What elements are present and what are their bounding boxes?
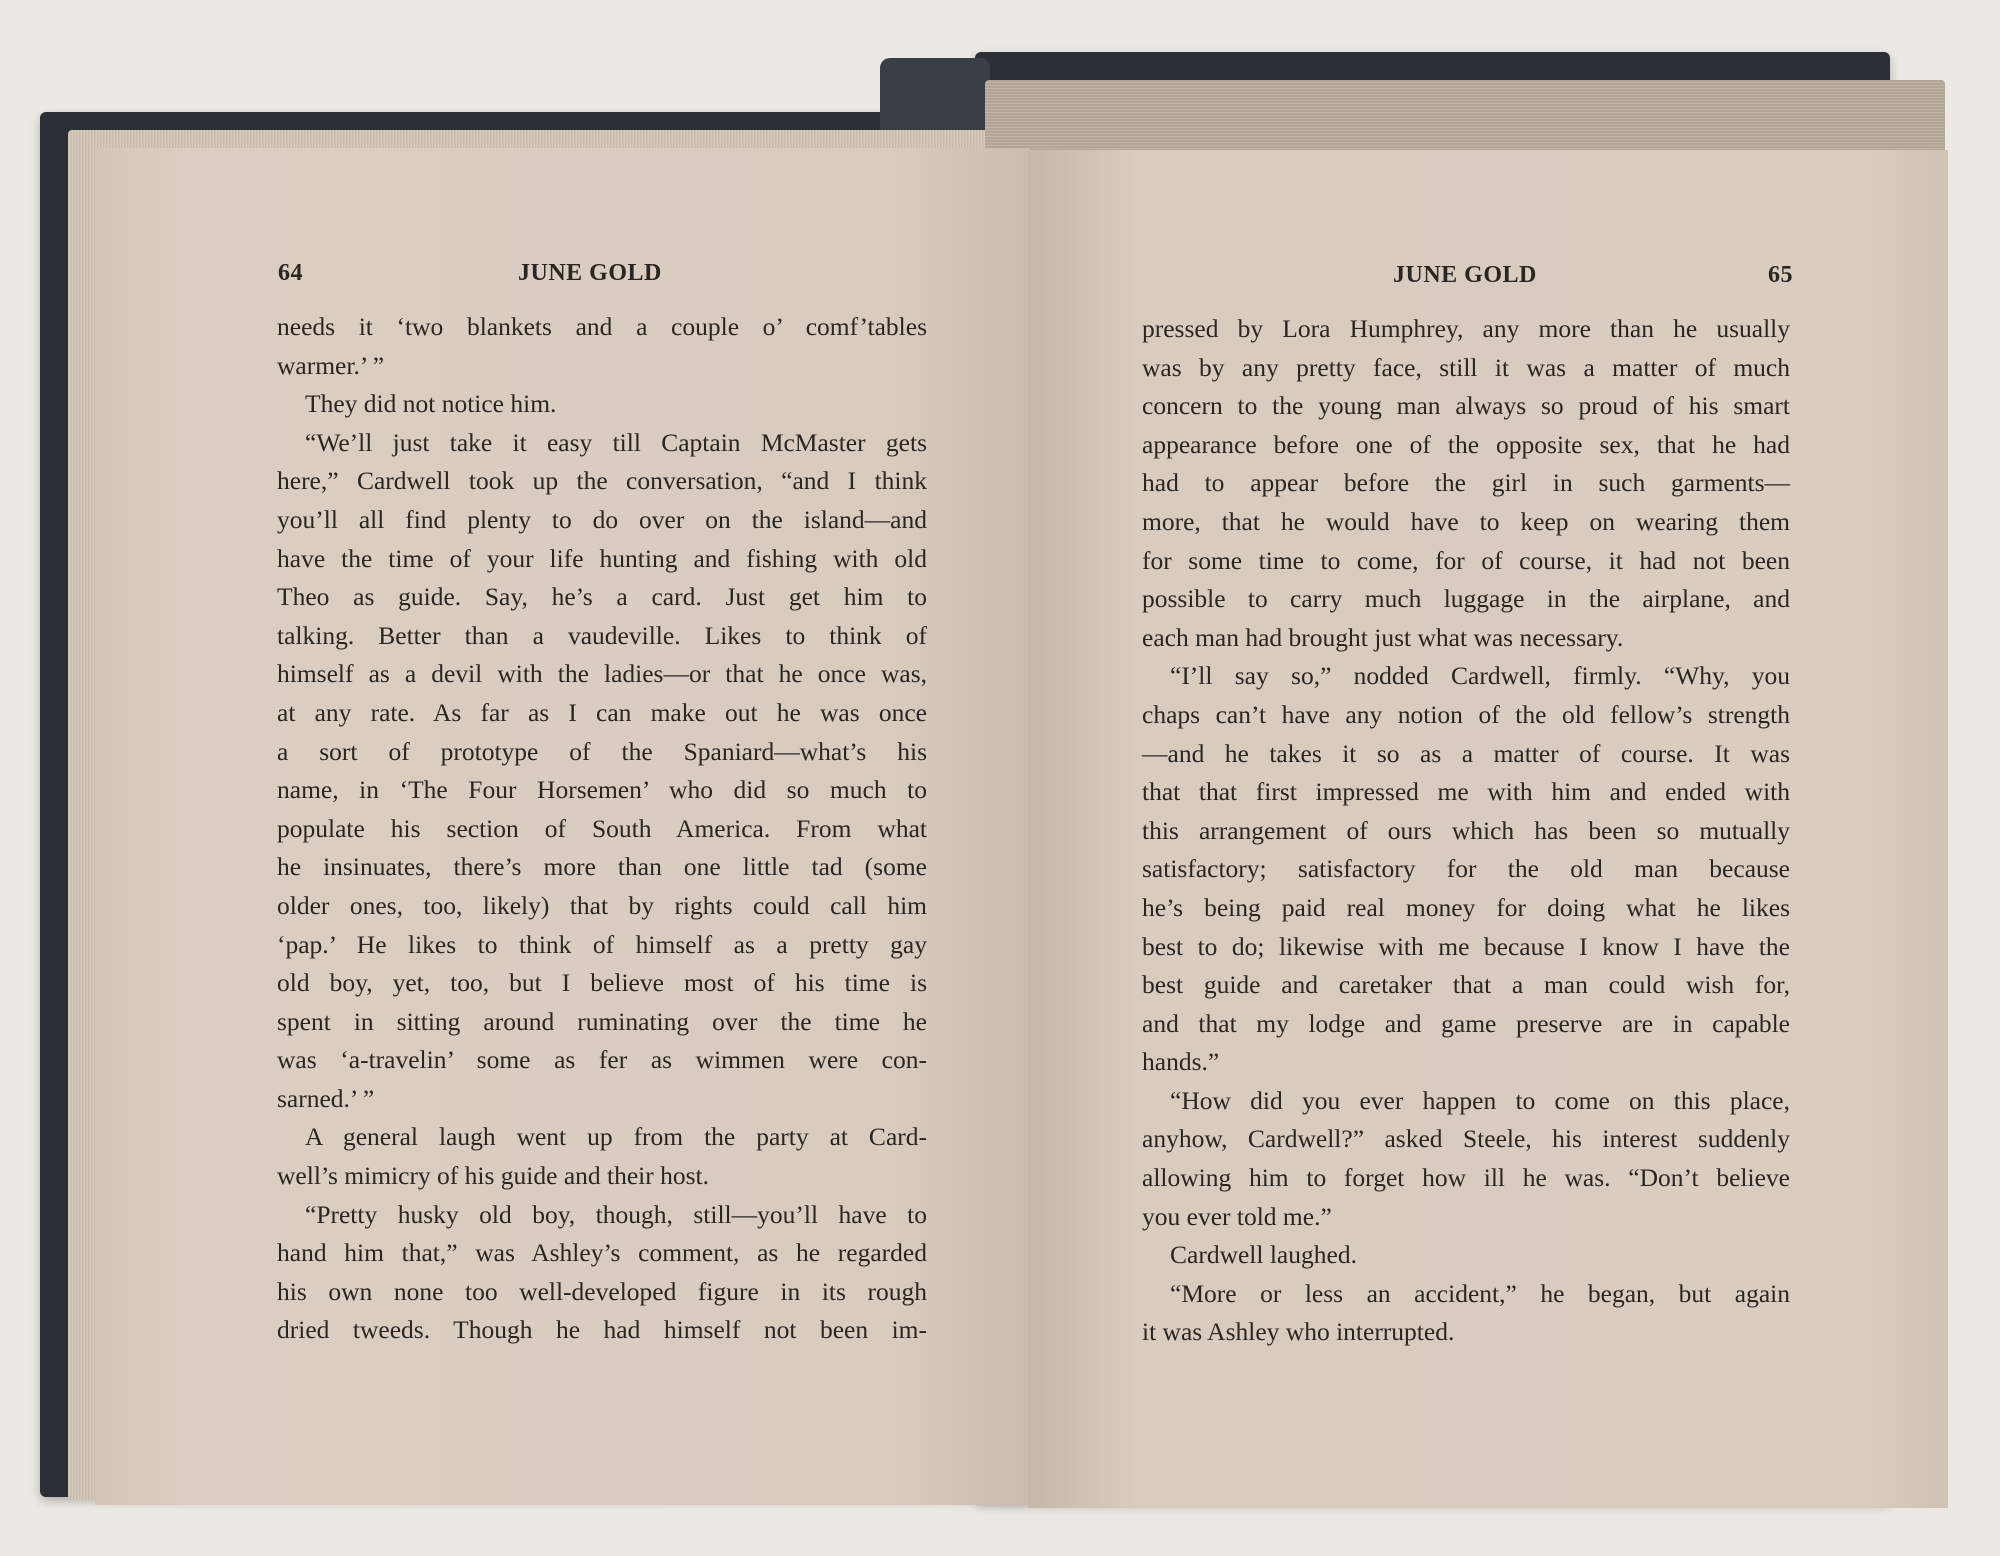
text-line: chaps can’t have any notion of the old fellow’s strength [1142,699,1790,729]
text-line: Cardwell laughed. [1170,1240,1357,1270]
running-head-left [95,260,1030,300]
text-line: had to appear before the girl in such garments— [1142,468,1790,498]
text-line: appearance before one of the opposite sex, that he had [1142,429,1790,459]
text-line: have the time of your life hunting and fishing with old [277,543,927,573]
text-line: ‘pap.’ He likes to think of himself as a pretty gay [277,929,927,959]
text-line: pressed by Lora Humphrey, any more than he usually [1142,314,1790,343]
body-text [1142,310,1790,1352]
text-line: warmer.’ ” [277,350,385,380]
left-page [95,148,1032,1505]
text-line: for some time to come, for of course, it had not been [1142,545,1790,575]
text-line: his own none too well-developed figure in its rough [277,1276,927,1306]
text-line: you ever told me.” [1142,1201,1332,1231]
text-line: “Pretty husky old boy, though, still—you’ll have to [305,1199,927,1229]
text-line: possible to carry much luggage in the airplane, and [1142,584,1790,614]
text-line: Theo as guide. Say, he’s a card. Just get him to [277,582,927,612]
text-line: sarned.’ ” [277,1083,375,1113]
text-line: satisfactory; satisfactory for the old man because [1142,854,1790,884]
text-line: he’s being paid real money for doing what he likes [1142,892,1790,922]
text-line: well’s mimicry of his guide and their host. [277,1161,710,1191]
text-line: hand him that,” was Ashley’s comment, as he regarded [277,1238,927,1268]
text-line: was ‘a-travelin’ some as fer as wimmen were con- [277,1045,927,1075]
text-line: he insinuates, there’s more than one little tad (some [277,852,927,882]
text-line: each man had brought just what was necessary. [1142,622,1624,652]
running-head-title: JUNE GOLD [1393,262,1537,288]
running-head-right [1028,262,1948,302]
text-line: “We’ll just take it easy till Captain McMaster gets [305,427,927,457]
text-line: older ones, too, likely) that by rights could call him [277,890,927,920]
text-line: hands.” [1142,1047,1220,1077]
running-head-title: JUNE GOLD [518,260,662,286]
text-line: A general laugh went up from the party at Card- [305,1122,927,1152]
text-line: —and he takes it so as a matter of course. It was [1142,738,1790,768]
text-line: allowing him to forget how ill he was. “Don’t believe [1142,1163,1790,1193]
text-line: spent in sitting around ruminating over the time he [277,1006,927,1036]
text-line: “I’ll say so,” nodded Cardwell, firmly. “Why, you [1170,661,1790,691]
text-line: it was Ashley who interrupted. [1142,1317,1455,1347]
text-line: old boy, yet, too, but I believe most of his time is [277,968,927,998]
text-line: talking. Better than a vaudeville. Likes to think of [277,620,927,650]
page-number: 64 [278,260,303,286]
right-page [1028,150,1948,1508]
text-line: and that my lodge and game preserve are in capable [1142,1008,1790,1038]
text-line: They did not notice him. [305,389,557,419]
text-line: best to do; likewise with me because I know I have the [1142,931,1790,961]
text-line: name, in ‘The Four Horsemen’ who did so much to [277,775,927,805]
page-number: 65 [1768,262,1793,288]
text-line: at any rate. As far as I can make out he was once [277,697,927,727]
text-line: himself as a devil with the ladies—or that he once was, [277,659,927,689]
text-line: was by any pretty face, still it was a matter of much [1142,352,1790,382]
text-line: more, that he would have to keep on wearing them [1142,506,1790,536]
text-line: needs it ‘two blankets and a couple o’ comf’tables [277,312,927,341]
text-line: “More or less an accident,” he began, but again [1170,1278,1790,1308]
text-line: you’ll all find plenty to do over on the island—and [277,504,927,534]
text-line: best guide and caretaker that a man could wish for, [1142,970,1790,1000]
text-line: here,” Cardwell took up the conversation, “and I think [277,466,927,496]
text-line: a sort of prototype of the Spaniard—what’s his [277,736,927,766]
text-line: populate his section of South America. From what [277,813,927,843]
text-line: anyhow, Cardwell?” asked Steele, his interest suddenly [1142,1124,1790,1154]
text-line: “How did you ever happen to come on this place, [1170,1085,1790,1115]
text-line: concern to the young man always so proud of his smart [1142,391,1790,421]
text-line: dried tweeds. Though he had himself not been im- [277,1315,927,1345]
body-text [277,308,927,1350]
text-line: this arrangement of ours which has been so mutually [1142,815,1790,845]
text-line: that that first impressed me with him and ended with [1142,777,1790,807]
